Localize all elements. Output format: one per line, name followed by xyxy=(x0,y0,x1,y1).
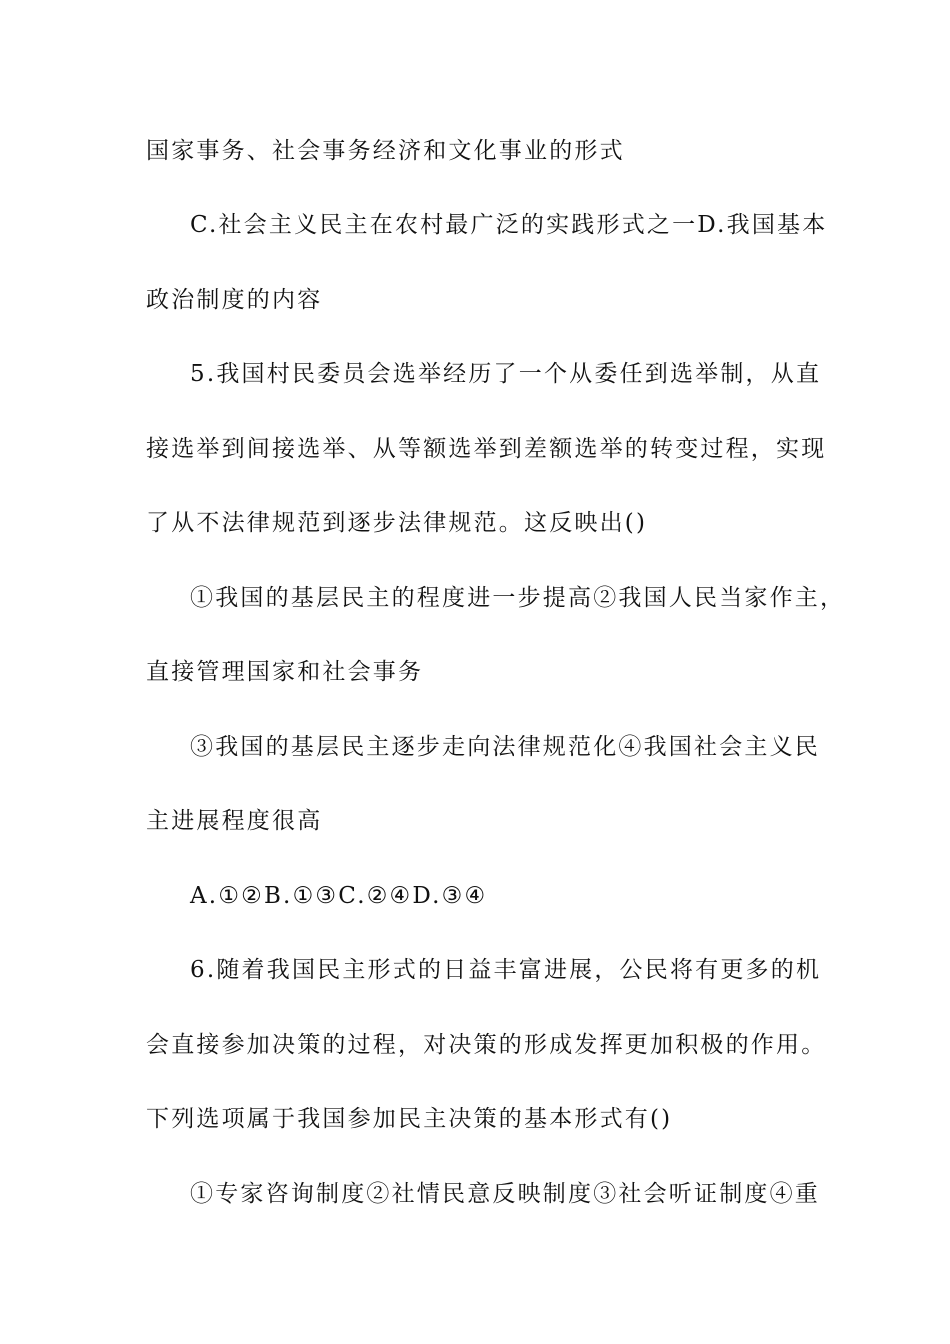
text-line: 国家事务、社会事务经济和文化事业的形式 xyxy=(146,138,625,164)
statement-line: ①专家咨询制度②社情民意反映制度③社会听证制度④重 xyxy=(190,1181,820,1207)
text-line: 政治制度的内容 xyxy=(146,287,323,313)
text-line: 了从不法律规范到逐步法律规范。这反映出() xyxy=(146,510,648,536)
text-line: 直接管理国家和社会事务 xyxy=(146,659,424,685)
question-5-line: 5.我国村民委员会选举经历了一个从委任到选举制，从直 xyxy=(190,361,822,387)
question-6-line: 6.随着我国民主形式的日益丰富进展，公民将有更多的机 xyxy=(190,957,822,983)
text-line: 主进展程度很高 xyxy=(146,808,323,834)
text-line: 会直接参加决策的过程，对决策的形成发挥更加积极的作用。 xyxy=(146,1032,827,1058)
answer-options-line: A.①②B.①③C.②④D.③④ xyxy=(190,883,488,909)
text-line: 下列选项属于我国参加民主决策的基本形式有() xyxy=(146,1106,673,1132)
text-line: 接选举到间接选举、从等额选举到差额选举的转变过程，实现 xyxy=(146,436,827,462)
statement-line: ③我国的基层民主逐步走向法律规范化④我国社会主义民 xyxy=(190,734,820,760)
statement-line: ①我国的基层民主的程度进一步提高②我国人民当家作主， xyxy=(190,585,846,611)
option-c-d-line: C.社会主义民主在农村最广泛的实践形式之一D.我国基本 xyxy=(190,212,828,238)
